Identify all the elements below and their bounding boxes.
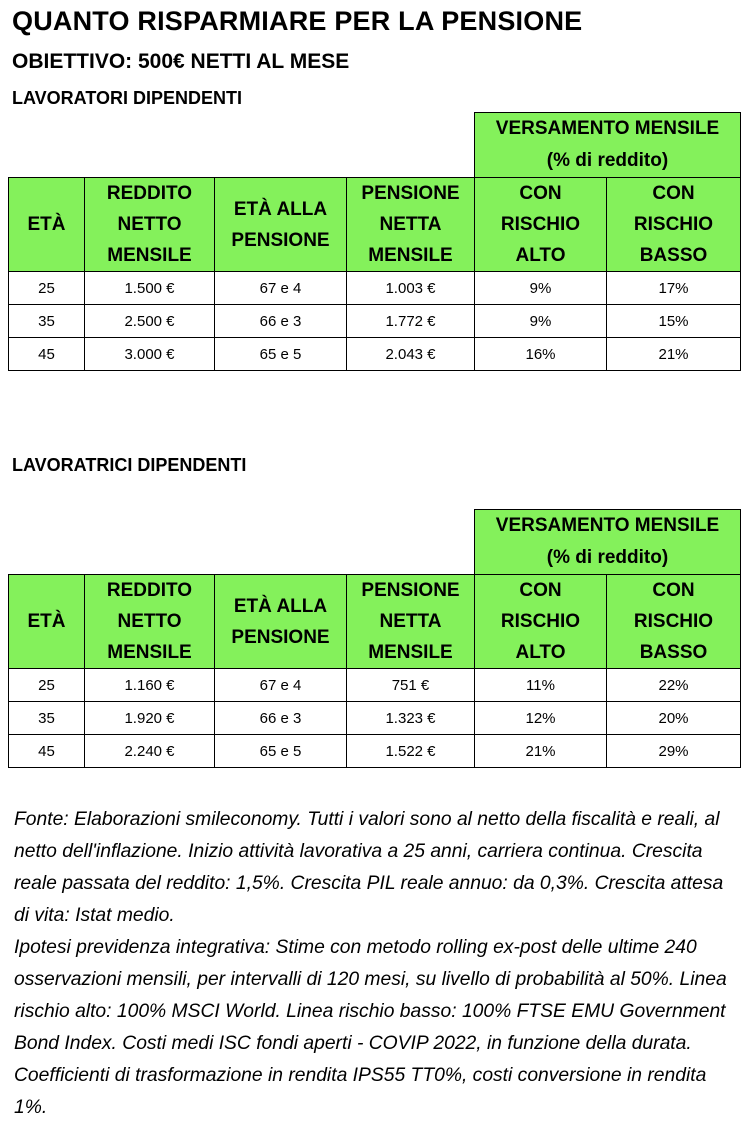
section-label-lavoratori: LAVORATORI DIPENDENTI — [12, 88, 243, 108]
header-rischio-alto — [475, 575, 607, 669]
note-fonte: Fonte: Elaborazioni smileconomy. Tutti i valori sono al netto della fiscalità e reali, al netto dell'inflazione. Inizio attività lavorativa a 25 anni, carriera continua. Crescita reale passata del reddito: 1,5%. Crescita PIL reale annuo: da 0,3%. Crescita attesa di vita: Istat medio. — [14, 809, 724, 926]
table-row — [9, 305, 741, 338]
header-eta — [9, 575, 85, 669]
cell-eta-pensione: 66 e 3 — [215, 702, 347, 735]
header-reddito-line3: MENSILE — [107, 642, 192, 663]
header-eta-label: ETÀ — [27, 611, 66, 632]
header-eta-pensione-line1: ETÀ ALLA — [233, 198, 328, 220]
cell-rischio-alto: 9% — [475, 272, 607, 305]
header-pensione-line3: MENSILE — [368, 245, 453, 266]
cell-eta-pensione: 66 e 3 — [215, 305, 347, 338]
header-reddito-line1: REDDITO — [106, 183, 193, 204]
header-pensione-line3: MENSILE — [368, 642, 453, 663]
header-eta-pensione-line2: PENSIONE — [231, 626, 330, 648]
cell-rischio-alto: 16% — [475, 338, 607, 371]
cell-rischio-alto: 9% — [475, 305, 607, 338]
header-rischio-basso-line3: BASSO — [639, 642, 708, 663]
table-row — [9, 338, 741, 371]
cell-pensione: 1.323 € — [347, 702, 475, 735]
header-versamento-line2: (% di reddito) — [546, 150, 669, 171]
header-reddito-line3: MENSILE — [107, 245, 192, 266]
header-rischio-alto-line1: CON — [519, 580, 562, 601]
cell-reddito: 1.160 € — [85, 669, 215, 702]
cell-rischio-basso: 22% — [607, 669, 741, 702]
cell-eta-pensione: 67 e 4 — [215, 272, 347, 305]
cell-eta: 45 — [9, 338, 85, 371]
page-subtitle: OBIETTIVO: 500€ NETTI AL MESE — [12, 50, 350, 73]
header-rischio-basso — [607, 575, 741, 669]
header-rischio-alto — [475, 178, 607, 272]
cell-rischio-alto: 11% — [475, 669, 607, 702]
header-pensione-line1: PENSIONE — [361, 580, 460, 601]
page-title: QUANTO RISPARMIARE PER LA PENSIONE — [12, 6, 583, 36]
header-pensione-line2: NETTA — [379, 214, 442, 235]
cell-eta: 35 — [9, 305, 85, 338]
header-reddito — [85, 575, 215, 669]
header-reddito-line2: NETTO — [117, 214, 182, 235]
cell-eta-pensione: 65 e 5 — [215, 338, 347, 371]
header-eta-pensione-line2: PENSIONE — [231, 229, 330, 251]
header-rischio-alto-line3: ALTO — [515, 642, 566, 663]
cell-rischio-basso: 21% — [607, 338, 741, 371]
note-ipotesi: Ipotesi previdenza integrativa: Stime con metodo rolling ex-post delle ultime 240 osservazioni mensili, per intervalli di 120 mesi, su livello di probabilità al 50%. Linea rischio alto: 100% MSCI World. Linea rischio basso: 100% FTSE EMU Government Bond Index. Costi medi ISC fondi aperti - COVIP 2022, in funzione della durata. Coefficienti di trasformazione in rendita IPS55 TT0%, costi conversione in rendita 1%. — [14, 937, 727, 1118]
header-rischio-alto-line3: ALTO — [515, 245, 566, 266]
table-row — [9, 702, 741, 735]
header-versamento-group — [475, 113, 741, 178]
header-eta-pensione — [215, 178, 347, 272]
header-eta-pensione — [215, 575, 347, 669]
cell-pensione: 1.003 € — [347, 272, 475, 305]
header-pensione — [347, 178, 475, 272]
cell-rischio-basso: 17% — [607, 272, 741, 305]
cell-eta: 25 — [9, 669, 85, 702]
header-eta — [9, 178, 85, 272]
cell-rischio-alto: 21% — [475, 735, 607, 768]
cell-rischio-basso: 15% — [607, 305, 741, 338]
header-rischio-basso-line1: CON — [652, 580, 695, 601]
header-eta-pensione-line1: ETÀ ALLA — [233, 595, 328, 617]
header-pensione-line1: PENSIONE — [361, 183, 460, 204]
header-rischio-alto-line2: RISCHIO — [500, 214, 581, 235]
header-reddito-line2: NETTO — [117, 611, 182, 632]
header-pensione-line2: NETTA — [379, 611, 442, 632]
header-rischio-basso — [607, 178, 741, 272]
cell-pensione: 1.522 € — [347, 735, 475, 768]
header-rischio-basso-line1: CON — [652, 183, 695, 204]
cell-eta-pensione: 65 e 5 — [215, 735, 347, 768]
section-label-lavoratrici: LAVORATRICI DIPENDENTI — [12, 455, 247, 475]
cell-eta: 35 — [9, 702, 85, 735]
table-row — [9, 669, 741, 702]
footnotes — [14, 804, 738, 1124]
header-versamento-line1: VERSAMENTO MENSILE — [495, 515, 720, 536]
cell-reddito: 3.000 € — [85, 338, 215, 371]
cell-pensione: 1.772 € — [347, 305, 475, 338]
cell-pensione: 2.043 € — [347, 338, 475, 371]
header-reddito-line1: REDDITO — [106, 580, 193, 601]
table-row — [9, 735, 741, 768]
header-pensione — [347, 575, 475, 669]
cell-eta-pensione: 67 e 4 — [215, 669, 347, 702]
table-row — [9, 272, 741, 305]
cell-reddito: 1.920 € — [85, 702, 215, 735]
cell-rischio-alto: 12% — [475, 702, 607, 735]
header-eta-label: ETÀ — [27, 214, 66, 235]
header-rischio-basso-line3: BASSO — [639, 245, 708, 266]
cell-rischio-basso: 29% — [607, 735, 741, 768]
header-versamento-group — [475, 510, 741, 575]
cell-pensione: 751 € — [347, 669, 475, 702]
header-reddito — [85, 178, 215, 272]
header-rischio-basso-line2: RISCHIO — [633, 214, 714, 235]
header-rischio-alto-line2: RISCHIO — [500, 611, 581, 632]
cell-reddito: 2.500 € — [85, 305, 215, 338]
cell-eta: 25 — [9, 272, 85, 305]
table-lavoratrici — [8, 509, 741, 768]
cell-eta: 45 — [9, 735, 85, 768]
cell-reddito: 2.240 € — [85, 735, 215, 768]
header-rischio-alto-line1: CON — [519, 183, 562, 204]
header-rischio-basso-line2: RISCHIO — [633, 611, 714, 632]
table-lavoratori — [8, 112, 741, 371]
cell-reddito: 1.500 € — [85, 272, 215, 305]
header-versamento-line1: VERSAMENTO MENSILE — [495, 118, 720, 139]
header-versamento-line2: (% di reddito) — [546, 547, 669, 568]
cell-rischio-basso: 20% — [607, 702, 741, 735]
